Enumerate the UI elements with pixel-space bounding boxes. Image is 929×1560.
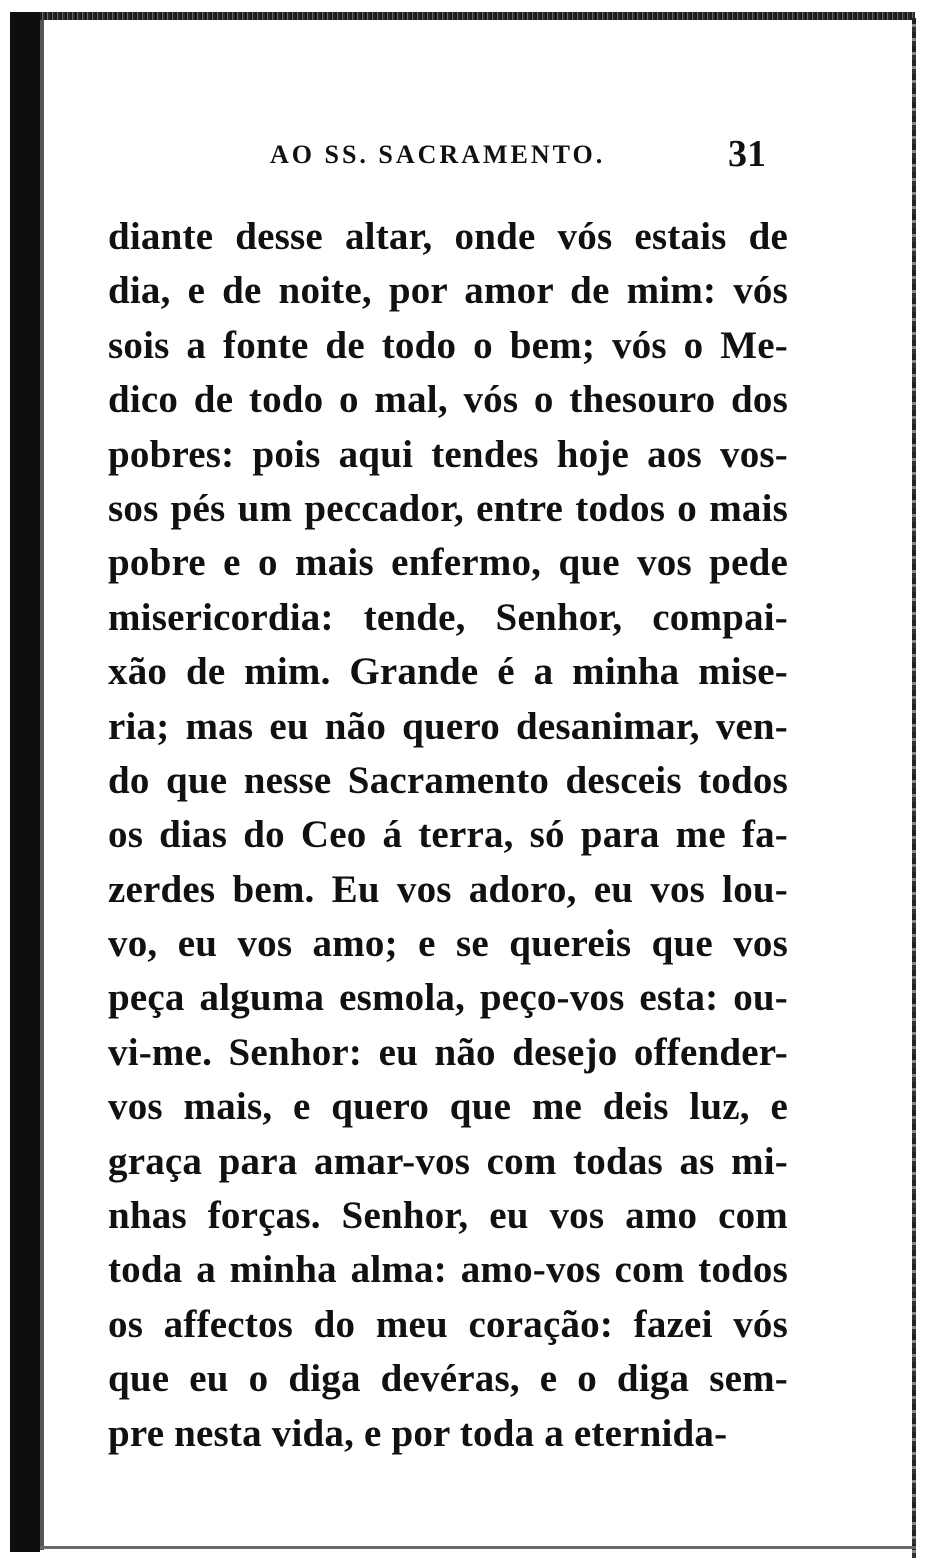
page-edge-top [10,12,915,20]
text-line: do que nesse Sacramento desceis todos [108,758,788,802]
page-edge-bottom [40,1546,916,1549]
body-text [108,210,788,1461]
text-line: xão de mim. Grande é a minha mise- [108,650,788,694]
text-line: zerdes bem. Eu vos adoro, eu vos lou- [108,867,788,911]
text-line: graça para amar-vos com todas as mi- [108,1139,788,1183]
text-line: os affectos do meu coração: fazei vós [108,1302,788,1346]
text-line: pobre e o mais enfermo, que vos pede [108,541,788,585]
book-spine-shadow [10,12,40,1552]
text-line: sos pés um peccador, entre todos o mais [108,486,788,530]
text-line: pre nesta vida, e por toda a eternida- [108,1411,728,1455]
running-title: AO SS. SACRAMENTO. [270,140,606,169]
text-line: vi-me. Senhor: eu não desejo offender- [108,1030,788,1074]
page-edge-left [40,20,44,1550]
text-line: os dias do Ceo á terra, só para me fa- [108,813,788,857]
text-line: sois a fonte de todo o bem; vós o Me- [108,323,788,367]
text-line: ria; mas eu não quero desanimar, ven- [108,704,788,748]
text-line: vo, eu vos amo; e se quereis que vos [108,922,788,966]
text-line: vos mais, e quero que me deis luz, e [108,1085,788,1129]
text-line: diante desse altar, onde vós estais de [108,215,788,258]
page-edge-right [912,18,916,1558]
page-number: 31 [728,133,766,175]
text-line: que eu o diga devéras, e o diga sem- [108,1357,788,1401]
text-line: peça alguma esmola, peço-vos esta: ou- [108,976,788,1020]
text-line: misericordia: tende, Senhor, compai- [108,595,788,639]
text-line: toda a minha alma: amo-vos com todos [108,1248,788,1292]
text-line: nhas forças. Senhor, eu vos amo com [108,1194,788,1238]
running-head [270,133,790,176]
text-line: pobres: pois aqui tendes hoje aos vos- [108,432,788,476]
text-line: dia, e de noite, por amor de mim: vós [108,269,788,313]
text-line: dico de todo o mal, vós o thesouro dos [108,378,788,422]
